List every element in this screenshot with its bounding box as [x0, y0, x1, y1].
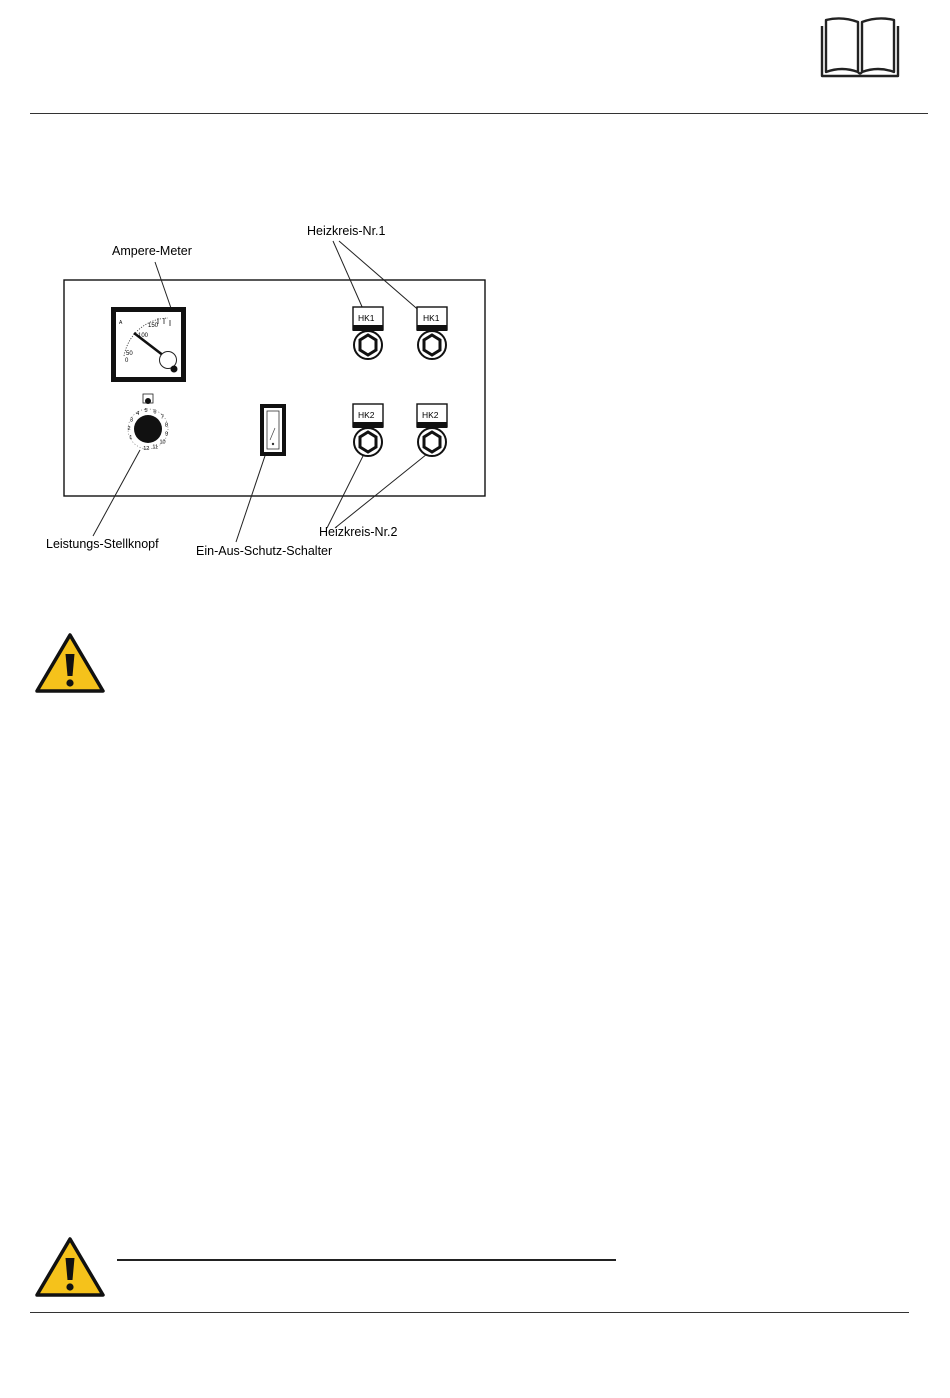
ampere-meter-label: Ampere-Meter — [112, 244, 192, 258]
ammeter-scale-label: 0 — [125, 358, 129, 364]
knob-scale-number: 4 — [136, 411, 140, 418]
knob-scale-number: 11 — [152, 444, 159, 451]
on-off-switch — [260, 404, 286, 456]
lamp-hk1-right — [417, 307, 447, 359]
power-knob-leader — [93, 450, 140, 536]
ammeter — [111, 307, 186, 382]
knob-scale-number: 6 — [153, 409, 157, 416]
heizkreis-2-leader-right — [335, 450, 432, 528]
knob-scale-number: 7 — [160, 414, 164, 421]
warning-underline-rule — [117, 1259, 616, 1261]
knob-scale-number: 1 — [129, 435, 133, 441]
ammeter-scale-label: 100 — [138, 333, 149, 339]
ammeter-scale-label: 150 — [148, 323, 159, 329]
knob-scale-number: 3 — [129, 417, 134, 424]
knob-scale-number: 2 — [127, 426, 131, 433]
ammeter-scale-label: 50 — [126, 351, 133, 357]
power-knob-label: Leistungs-Stellknopf — [46, 537, 159, 551]
footer-rule — [30, 1312, 909, 1313]
warning-triangle-icon — [34, 1236, 106, 1298]
lamp-label: HK2 — [358, 410, 375, 420]
knob-scale-number: 10 — [159, 439, 166, 446]
knob-scale-number: 8 — [164, 422, 168, 429]
warning-triangle-icon — [34, 632, 106, 694]
lamp-label: HK1 — [423, 313, 440, 323]
lamp-label: HK1 — [358, 313, 375, 323]
lamp-hk1-left — [353, 307, 383, 359]
knob-scale-number: 12 — [143, 445, 150, 452]
ammeter-unit: A — [119, 320, 123, 326]
heizkreis-1-label: Heizkreis-Nr.1 — [307, 224, 386, 238]
lamp-hk2-right — [417, 404, 447, 456]
heizkreis-2-label: Heizkreis-Nr.2 — [319, 525, 398, 539]
knob-scale-number: 5 — [144, 408, 148, 415]
power-knob — [127, 394, 168, 452]
lamp-label: HK2 — [422, 410, 439, 420]
on-off-switch-label: Ein-Aus-Schutz-Schalter — [196, 544, 333, 558]
control-panel-drawing — [0, 0, 950, 600]
heizkreis-2-leader-left — [327, 452, 365, 528]
lamp-hk2-left — [353, 404, 383, 456]
knob-scale-number: 9 — [164, 431, 169, 438]
